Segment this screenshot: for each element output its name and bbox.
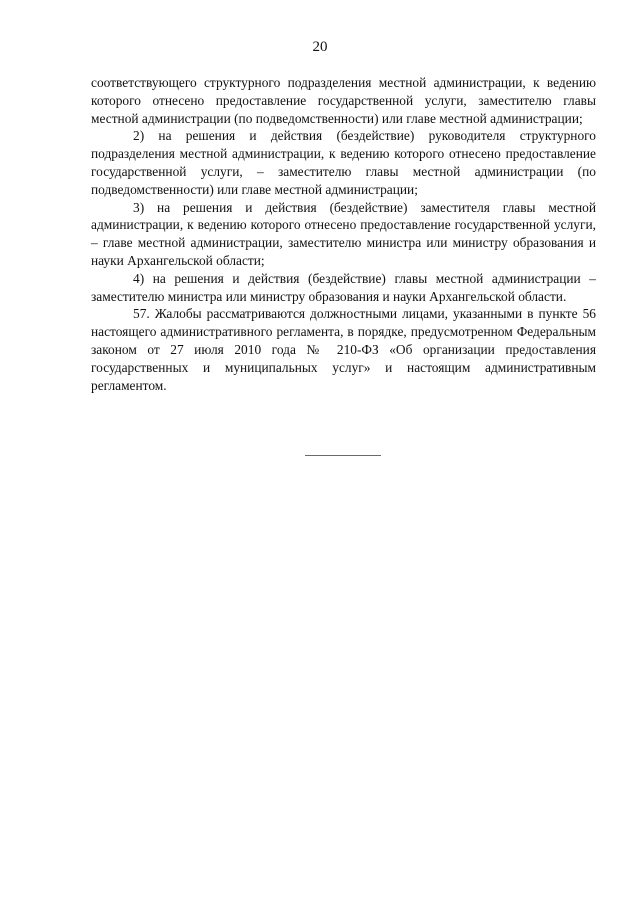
paragraph-item-2: 2) на решения и действия (бездействие) руководителя структурного подразделения местной администрации, к ведению которого отнесено предоставление государственной услуги, – заместителю главы местной администрации (по подведомственности) или главе местной администрации; bbox=[91, 128, 596, 197]
paragraph-continuation: соответствующего структурного подразделения местной администрации, к ведению которого отнесено предоставление государственной услуги, заместителю главы местной администрации (по подведомственности) или главе местной администрации; bbox=[91, 75, 596, 126]
page-number: 20 bbox=[312, 39, 328, 55]
end-of-document-rule bbox=[305, 455, 381, 456]
paragraph-item-4: 4) на решения и действия (бездействие) главы местной администрации – заместителю министра или министру образования и науки Архангельской области. bbox=[91, 270, 596, 304]
paragraph-item-3: 3) на решения и действия (бездействие) заместителя главы местной администрации, к ведению которого отнесено предоставление государственной услуги, – главе местной администрации, заместителю министра или министру образования и науки Архангельской области; bbox=[91, 199, 596, 268]
document-body bbox=[91, 74, 596, 394]
paragraph-clause-57: 57. Жалобы рассматриваются должностными лицами, указанными в пункте 56 настоящего административного регламента, в порядке, предусмотренном Федеральным законом от 27 июля 2010 года № 210-ФЗ «Об организации предоставления государственных и муниципальных услуг» и настоящим административным регламентом. bbox=[91, 306, 596, 393]
